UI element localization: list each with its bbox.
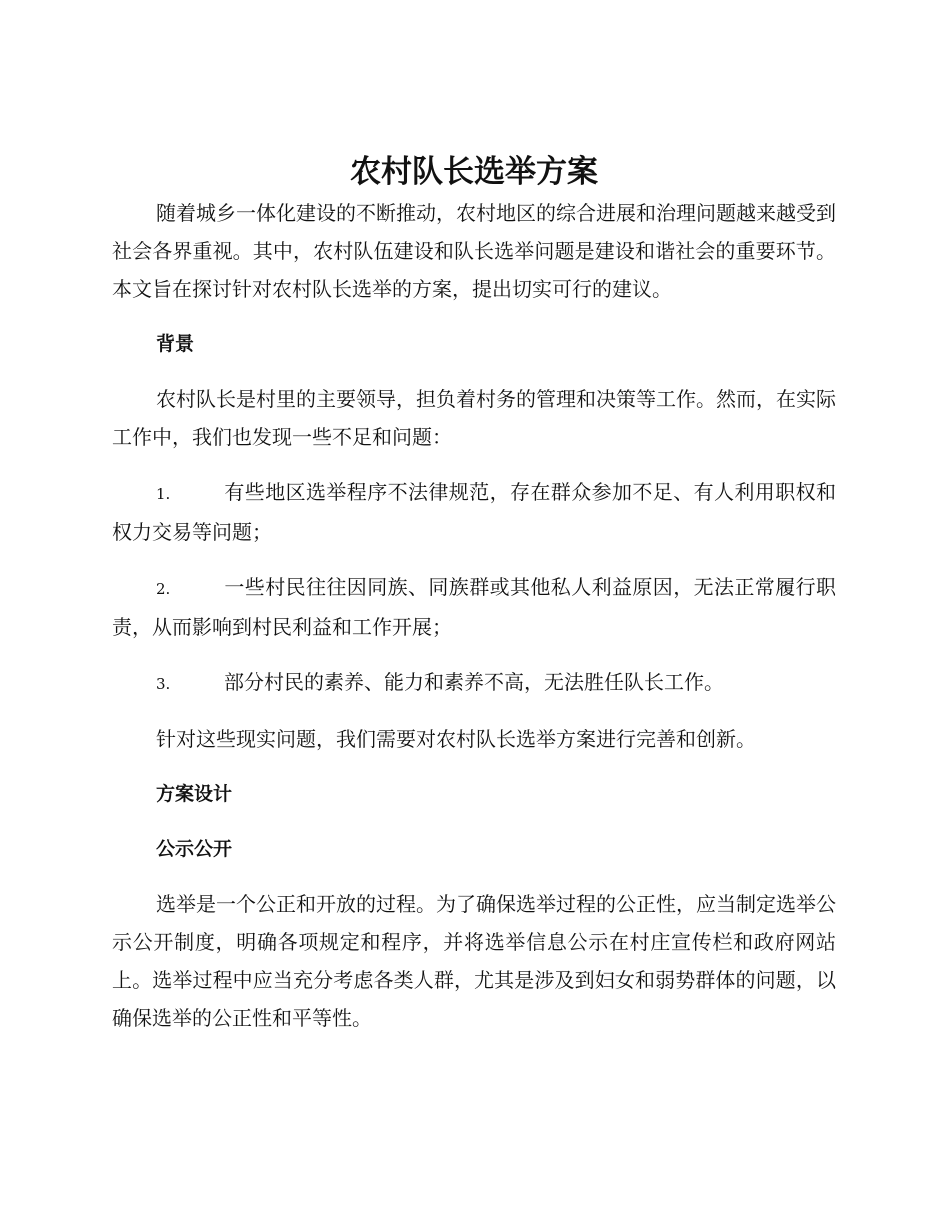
spacer [112, 363, 836, 380]
list-item [112, 568, 836, 646]
list-item [112, 663, 836, 703]
spacer [112, 703, 836, 720]
intro-paragraph: 随着城乡一体化建设的不断推动，农村地区的综合进展和治理问题越来越受到社会各界重视。其中，农村队伍建设和队长选举问题是建设和谐社会的重要环节。本文旨在探讨针对农村队长选举的方案，提出切实可行的建议。 [112, 201, 836, 301]
list-item-text: 有些地区选举程序不法律规范，存在群众参加不足、有人利用职权和权力交易等问题； [112, 480, 836, 544]
list-item-number: 3. [156, 675, 171, 693]
list-item-number: 2. [156, 580, 171, 598]
list-item-text: 部分村民的素养、能力和素养不高，无法胜任队长工作。 [224, 670, 724, 694]
document-page [112, 150, 836, 1037]
spacer [112, 646, 836, 663]
design-paragraph: 选举是一个公正和开放的过程。为了确保选举过程的公正性，应当制定选举公示公开制度，明确各项规定和程序，并将选举信息公示在村庄宣传栏和政府网站上。选举过程中应当充分考虑各类人群，尤其是涉及到妇女和弱势群体的问题，以确保选举的公正性和平等性。 [112, 892, 836, 1030]
spacer [112, 308, 836, 325]
section-heading-background: 背景 [156, 333, 195, 355]
background-paragraph: 农村队长是村里的主要领导，担负着村务的管理和决策等工作。然而，在实际工作中，我们也发现一些不足和问题： [112, 387, 836, 449]
spacer [112, 758, 836, 775]
spacer [112, 813, 836, 830]
background-conclusion: 针对这些现实问题，我们需要对农村队长选举方案进行完善和创新。 [156, 727, 756, 751]
list-item-text: 一些村民往往因同族、同族群或其他私人利益原因，无法正常履行职责，从而影响到村民利益和工作开展； [112, 575, 836, 639]
document-title: 农村队长选举方案 [350, 154, 598, 190]
section-heading-design: 方案设计 [156, 783, 233, 805]
spacer [112, 551, 836, 568]
spacer [112, 456, 836, 473]
list-item-number: 1. [156, 485, 171, 503]
subheading-publicity: 公示公开 [156, 838, 233, 860]
list-item [112, 473, 836, 551]
spacer [112, 868, 836, 885]
